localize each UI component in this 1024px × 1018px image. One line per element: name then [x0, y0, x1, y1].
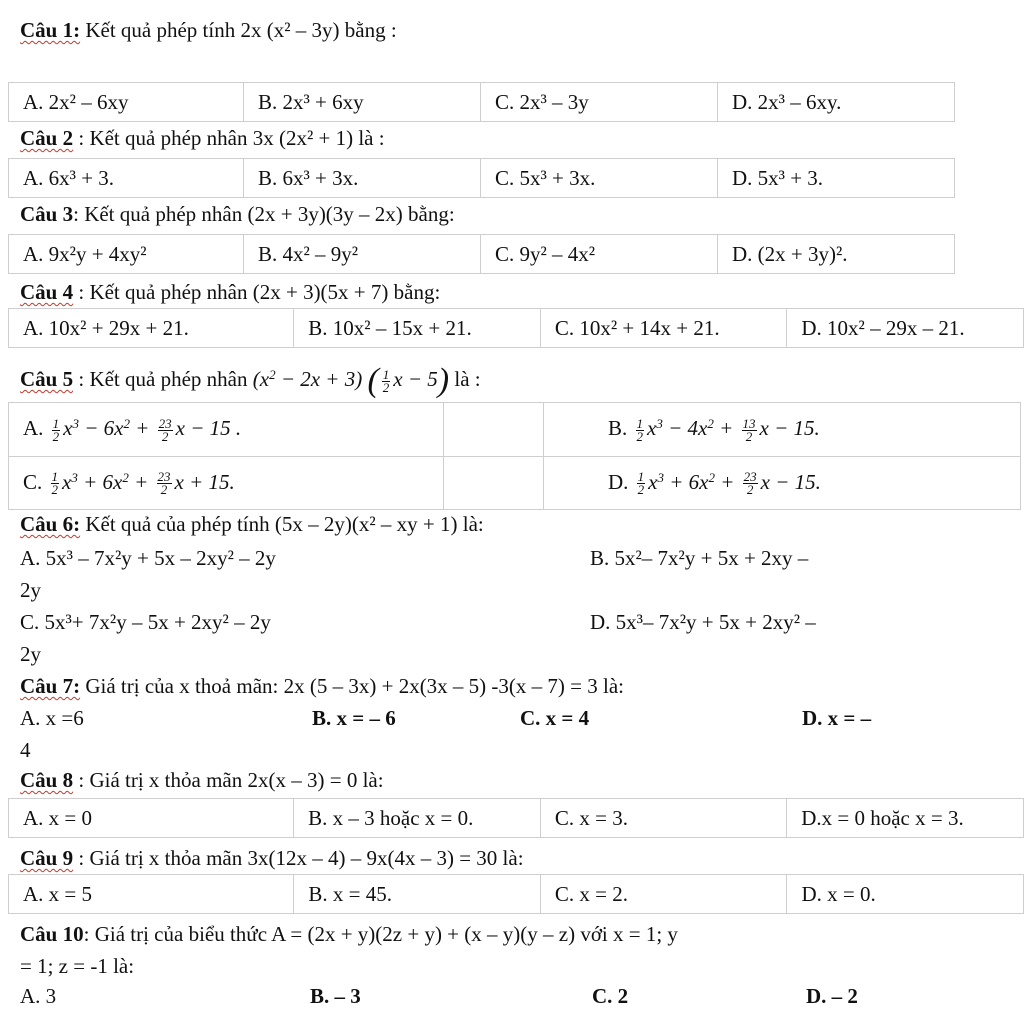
question-8	[20, 768, 384, 793]
q1-option-a: A. 2x² – 6xy	[9, 83, 244, 122]
question-1-text: Kết quả phép tính 2x (x² – 3y) bằng :	[80, 18, 397, 42]
q5-option-b-letter: B.	[608, 416, 628, 441]
q10-option-d: D. – 2	[806, 984, 858, 1008]
q1-option-d: D. 2x³ – 6xy.	[718, 83, 955, 122]
q5-option-c-expression: $\frac{1}{2}$ $x^3 + 6x^2$ + $\frac{23}{2}$ x + 15.	[51, 469, 235, 498]
q8-option-a: A. x = 0	[9, 799, 294, 838]
q3-option-a: A. 9x²y + 4xy²	[9, 235, 244, 274]
question-1-label: Câu 1:	[20, 18, 81, 42]
question-10-text: : Giá trị của biểu thức A = (2x + y)(2z + y) + (x – y)(y – z) với x = 1; y	[83, 922, 678, 946]
q7-option-d: D. x = –	[802, 706, 872, 730]
q9-option-a: A. x = 5	[9, 875, 294, 914]
question-9	[20, 846, 524, 871]
q6-option-d-cont: 2y	[20, 642, 41, 666]
q5-option-d-expression: $\frac{1}{2}$ $x^3 + 6x^2$ + $\frac{23}{2}$ x − 15.	[637, 469, 821, 498]
q8-option-b: B. x – 3 hoặc x = 0.	[294, 799, 541, 838]
q5-option-c-letter: C.	[23, 469, 43, 494]
q9-option-c: C. x = 2.	[540, 875, 787, 914]
question-3-text: : Kết quả phép nhân (2x + 3y)(3y – 2x) bằng:	[73, 202, 455, 226]
question-5-text: : Kết quả phép nhân	[73, 367, 248, 391]
q1-option-c: C. 2x³ – 3y	[481, 83, 718, 122]
question-5	[20, 362, 481, 400]
q6-option-d: D. 5x³– 7x²y + 5x + 2xy² –	[590, 610, 816, 634]
q5-option-b-expression: $\frac{1}{2}$ $x^3 - 4x^2$ + $\frac{13}{2}$ x − 15.	[636, 415, 820, 444]
question-3	[20, 202, 455, 227]
q7-option-b: B. x = – 6	[312, 706, 396, 730]
q7-option-d-cont: 4	[20, 738, 31, 762]
question-5-options	[8, 402, 1021, 510]
q1-option-b: B. 2x³ + 6xy	[244, 83, 481, 122]
q5-option-d	[544, 457, 1021, 510]
q3-option-c: C. 9y² – 4x²	[481, 235, 718, 274]
q4-option-a: A. 10x² + 29x + 21.	[9, 309, 294, 348]
question-9-text: : Giá trị x thỏa mãn 3x(12x – 4) – 9x(4x – 3) = 30 là:	[73, 846, 524, 870]
q5-empty-cell	[444, 403, 544, 457]
q7-option-a: A. x =6	[20, 706, 84, 730]
q9-option-d: D. x = 0.	[787, 875, 1024, 914]
q9-option-b: B. x = 45.	[294, 875, 541, 914]
q4-option-b: B. 10x² – 15x + 21.	[294, 309, 541, 348]
q4-option-d: D. 10x² – 29x – 21.	[787, 309, 1024, 348]
question-2-text: : Kết quả phép nhân 3x (2x² + 1) là :	[73, 126, 385, 150]
q5-option-a-expression: $\frac{1}{2}$ $x^3 - 6x^2$ + $\frac{23}{2}$ x − 15 .	[52, 415, 242, 444]
question-5-tail: là :	[449, 367, 481, 391]
q6-option-b-cont: 2y	[20, 578, 41, 602]
question-9-label: Câu 9	[20, 846, 74, 870]
q5-option-a-letter: A.	[23, 416, 44, 441]
q10-option-c: C. 2	[592, 984, 629, 1008]
q3-option-b: B. 4x² – 9y²	[244, 235, 481, 274]
question-7	[20, 674, 624, 699]
question-6-label: Câu 6:	[20, 512, 81, 536]
question-2-options	[8, 158, 955, 198]
q6-option-b: B. 5x²– 7x²y + 5x + 2xy –	[590, 546, 809, 570]
question-1-options	[8, 82, 955, 122]
question-10	[20, 922, 678, 947]
q5-empty-cell	[444, 457, 544, 510]
question-10-text-cont: = 1; z = -1 là:	[20, 954, 135, 978]
question-4	[20, 280, 440, 305]
question-3-label: Câu 3	[20, 202, 74, 226]
q3-option-d: D. (2x + 3y)².	[718, 235, 955, 274]
question-8-options	[8, 798, 1024, 838]
question-5-label: Câu 5	[20, 367, 74, 391]
question-4-label: Câu 4	[20, 280, 74, 304]
q8-option-c: C. x = 3.	[540, 799, 786, 838]
question-6-text: Kết quả của phép tính (5x – 2y)(x² – xy + 1) là:	[80, 512, 484, 536]
question-9-options	[8, 874, 1024, 914]
question-8-label: Câu 8	[20, 768, 74, 792]
q6-option-a: A. 5x³ – 7x²y + 5x – 2xy² – 2y	[20, 546, 276, 570]
q2-option-b: B. 6x³ + 3x.	[244, 159, 481, 198]
q4-option-c: C. 10x² + 14x + 21.	[540, 309, 787, 348]
question-5-expression: $(x^2 - 2x + 3)$ ( $\frac{1}{2}$ x − 5)	[252, 362, 450, 399]
question-8-text: : Giá trị x thỏa mãn 2x(x – 3) = 0 là:	[73, 768, 384, 792]
q5-option-c	[9, 457, 444, 510]
q2-option-a: A. 6x³ + 3.	[9, 159, 244, 198]
question-4-options	[8, 308, 1024, 348]
question-7-text: Giá trị của x thoả mãn: 2x (5 – 3x) + 2x(3x – 5) -3(x – 7) = 3 là:	[80, 674, 624, 698]
question-4-text: : Kết quả phép nhân (2x + 3)(5x + 7) bằng:	[73, 280, 441, 304]
q7-option-c: C. x = 4	[520, 706, 590, 730]
question-1	[20, 18, 397, 43]
q5-option-b	[544, 403, 1021, 457]
q2-option-c: C. 5x³ + 3x.	[481, 159, 718, 198]
question-6	[20, 512, 484, 537]
question-3-options	[8, 234, 955, 274]
q10-option-a: A. 3	[20, 984, 57, 1008]
q10-option-b: B. – 3	[310, 984, 361, 1008]
q5-option-d-letter: D.	[608, 469, 629, 494]
q2-option-d: D. 5x³ + 3.	[718, 159, 955, 198]
q6-option-c: C. 5x³+ 7x²y – 5x + 2xy² – 2y	[20, 610, 271, 634]
q5-option-a	[9, 403, 444, 457]
question-2	[20, 126, 385, 151]
question-2-label: Câu 2	[20, 126, 74, 150]
question-10-label: Câu 10	[20, 922, 84, 946]
q8-option-d: D.x = 0 hoặc x = 3.	[787, 799, 1024, 838]
question-7-label: Câu 7:	[20, 674, 81, 698]
